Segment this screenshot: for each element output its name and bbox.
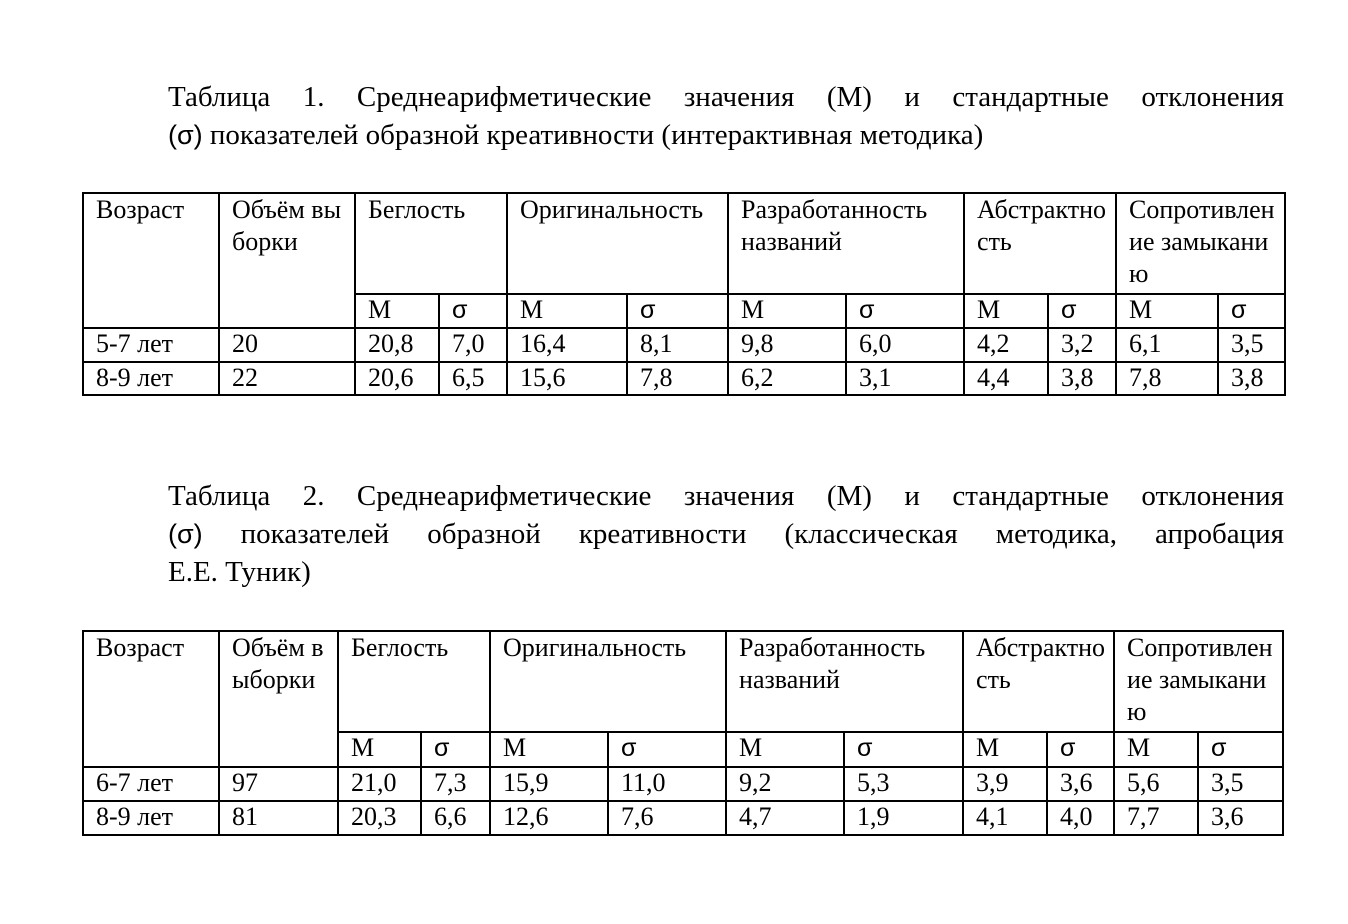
table1-caption <box>168 78 1284 154</box>
cell-elaboration-s: 6,0 <box>846 328 964 362</box>
table1 <box>82 192 1286 396</box>
sub-m: М <box>490 732 608 767</box>
cell-abstractness-m: 4,2 <box>964 328 1048 362</box>
cell-age: 5-7 лет <box>83 328 219 362</box>
sub-m: М <box>726 732 844 767</box>
sub-m: М <box>507 294 627 328</box>
sub-m: М <box>338 732 421 767</box>
cell-fluency-s: 6,6 <box>421 801 490 835</box>
cell-originality-s: 7,8 <box>627 362 728 395</box>
header-abstractness: Абстрактность <box>963 631 1114 732</box>
cell-abstractness-s: 3,2 <box>1048 328 1116 362</box>
cell-resistance-m: 7,7 <box>1114 801 1198 835</box>
table2-caption <box>168 477 1284 591</box>
table-row <box>83 362 1285 395</box>
header-sample-size: Объём выборки <box>219 193 355 328</box>
cell-fluency-m: 20,8 <box>355 328 439 362</box>
table-row <box>83 328 1285 362</box>
sub-sigma: σ <box>844 732 963 767</box>
cell-abstractness-m: 3,9 <box>963 767 1047 801</box>
sub-sigma: σ <box>439 294 507 328</box>
cell-fluency-m: 20,3 <box>338 801 421 835</box>
table-row <box>83 767 1283 801</box>
cell-n: 97 <box>219 767 338 801</box>
header-age: Возраст <box>83 631 219 767</box>
sigma-symbol: (σ) <box>168 519 203 549</box>
sub-m: М <box>728 294 846 328</box>
cell-fluency-m: 21,0 <box>338 767 421 801</box>
cell-age: 8-9 лет <box>83 362 219 395</box>
cell-resistance-s: 3,5 <box>1198 767 1283 801</box>
cell-elaboration-m: 4,7 <box>726 801 844 835</box>
cell-n: 20 <box>219 328 355 362</box>
cell-resistance-s: 3,6 <box>1198 801 1283 835</box>
cell-originality-m: 15,9 <box>490 767 608 801</box>
cell-elaboration-m: 9,8 <box>728 328 846 362</box>
cell-abstractness-m: 4,1 <box>963 801 1047 835</box>
cell-abstractness-m: 4,4 <box>964 362 1048 395</box>
table1-caption-line1: Таблица 1. Среднеарифметические значения (М) и стандартные отклонения <box>168 81 1284 113</box>
cell-age: 8-9 лет <box>83 801 219 835</box>
sub-m: М <box>964 294 1048 328</box>
cell-n: 81 <box>219 801 338 835</box>
cell-abstractness-s: 4,0 <box>1047 801 1114 835</box>
cell-resistance-s: 3,5 <box>1218 328 1285 362</box>
table1-header-row <box>83 193 1285 294</box>
sigma-symbol: (σ) <box>168 120 203 150</box>
cell-elaboration-m: 6,2 <box>728 362 846 395</box>
header-age: Возраст <box>83 193 219 328</box>
header-abstractness: Абстрактность <box>964 193 1116 294</box>
table2-caption-line1: Таблица 2. Среднеарифметические значения (М) и стандартные отклонения <box>168 480 1284 512</box>
sub-m: М <box>355 294 439 328</box>
cell-abstractness-s: 3,8 <box>1048 362 1116 395</box>
table-row <box>83 801 1283 835</box>
cell-resistance-m: 5,6 <box>1114 767 1198 801</box>
header-elaboration: Разработанность названий <box>728 193 964 294</box>
sub-m: М <box>1114 732 1198 767</box>
sub-sigma: σ <box>1198 732 1283 767</box>
sub-sigma: σ <box>421 732 490 767</box>
sub-m: М <box>1116 294 1218 328</box>
cell-age: 6-7 лет <box>83 767 219 801</box>
table2-header-row <box>83 631 1283 732</box>
header-resistance: Сопротивление замыканию <box>1114 631 1283 732</box>
cell-fluency-s: 7,0 <box>439 328 507 362</box>
header-fluency: Беглость <box>355 193 507 294</box>
table2 <box>82 630 1284 836</box>
cell-elaboration-s: 3,1 <box>846 362 964 395</box>
sub-sigma: σ <box>1047 732 1114 767</box>
cell-elaboration-m: 9,2 <box>726 767 844 801</box>
header-fluency: Беглость <box>338 631 490 732</box>
sub-sigma: σ <box>1048 294 1116 328</box>
sub-sigma: σ <box>627 294 728 328</box>
cell-elaboration-s: 5,3 <box>844 767 963 801</box>
sub-sigma: σ <box>608 732 726 767</box>
table1-caption-line2: показателей образной креативности (интерактивная методика) <box>202 119 984 151</box>
cell-resistance-m: 6,1 <box>1116 328 1218 362</box>
table2-caption-line3: Е.Е. Туник) <box>168 556 311 588</box>
cell-originality-s: 8,1 <box>627 328 728 362</box>
cell-fluency-s: 7,3 <box>421 767 490 801</box>
header-resistance: Сопротивление замыканию <box>1116 193 1285 294</box>
cell-originality-s: 11,0 <box>608 767 726 801</box>
header-elaboration: Разработанность названий <box>726 631 963 732</box>
header-originality: Оригинальность <box>490 631 726 732</box>
sub-m: М <box>963 732 1047 767</box>
header-sample-size: Объём выборки <box>219 631 338 767</box>
cell-fluency-m: 20,6 <box>355 362 439 395</box>
cell-originality-m: 12,6 <box>490 801 608 835</box>
header-originality: Оригинальность <box>507 193 728 294</box>
cell-originality-s: 7,6 <box>608 801 726 835</box>
cell-resistance-s: 3,8 <box>1218 362 1285 395</box>
cell-abstractness-s: 3,6 <box>1047 767 1114 801</box>
cell-originality-m: 16,4 <box>507 328 627 362</box>
cell-resistance-m: 7,8 <box>1116 362 1218 395</box>
cell-n: 22 <box>219 362 355 395</box>
sub-sigma: σ <box>1218 294 1285 328</box>
cell-elaboration-s: 1,9 <box>844 801 963 835</box>
cell-originality-m: 15,6 <box>507 362 627 395</box>
table2-caption-line2: показателей образной креативности (классическая методика, апробация <box>202 518 1284 550</box>
cell-fluency-s: 6,5 <box>439 362 507 395</box>
sub-sigma: σ <box>846 294 964 328</box>
